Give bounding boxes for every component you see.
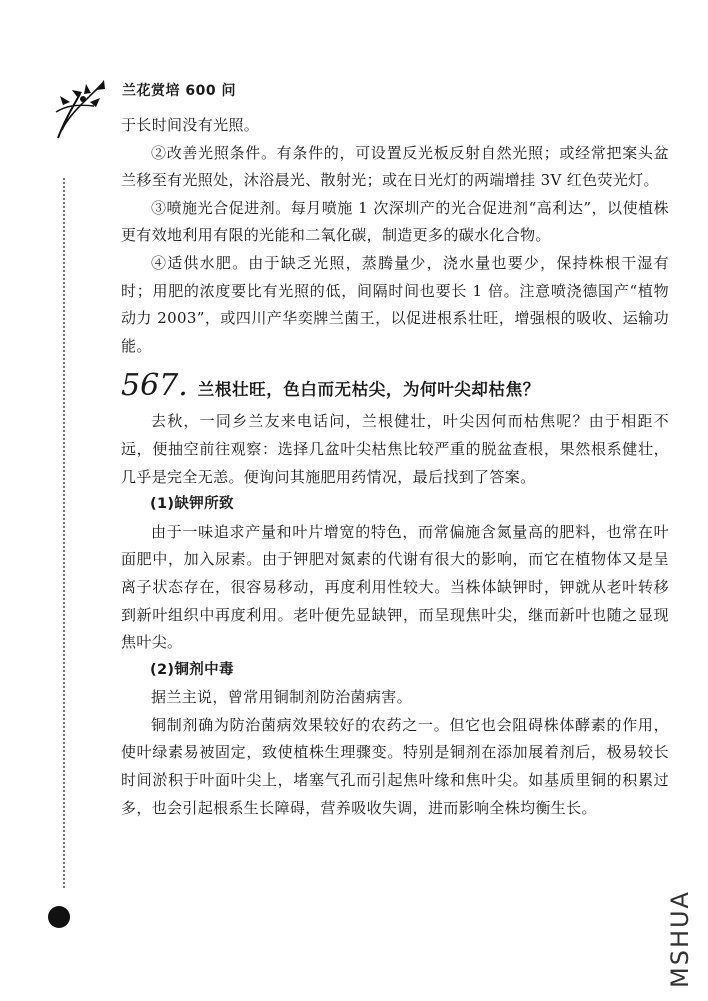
paragraph-cause-2a: 据兰主说，曾常用铜制剂防治菌病害。: [151, 688, 412, 707]
subheading-cause-2: (2)铜剂中毒: [150, 661, 234, 678]
question-title: 兰根壮旺，色白而无枯尖，为何叶尖却枯焦？: [197, 380, 540, 400]
running-title: 兰花赏培 600 问: [122, 83, 236, 99]
paragraph-measure-2: ②改善光照条件。有条件的，可设置反光板反射自然光照；或经常把案头盆兰移至有光照处，沐浴晨光、散射光；或在日光灯的两端增挂 3V 红色荧光灯。: [121, 143, 669, 190]
watermark: [660, 884, 700, 994]
paragraph-measure-3: ③喷施光合促进剂。每月喷施 1 次深圳产的光合促进剂“高利达”，以使植株更有效地利用有限的光能和二氧化碳，制造更多的碳水化合物。: [121, 198, 669, 245]
paragraph-cause-1: 由于一味追求产量和叶片增宽的特色，而常偏施含氮量高的肥料，也常在叶面肥中，加入尿素。由于钾肥对氮素的代谢有很大的影响，而它在植物体又是呈离子状态存在，很容易移动，再度利用性较大。当株体缺钾时，钾就从老叶转移到新叶组织中再度利用。老叶便先显缺钾，而呈现焦叶尖，继而新叶也随之显现焦叶尖。: [121, 522, 669, 652]
paragraph-continued: 于长时间没有光照。: [121, 116, 260, 134]
paragraph-cause-2b: 铜制剂确为防治菌病效果较好的农药之一。但它也会阻碍株体酵素的作用，使叶绿素易被固定，致使植株生理骤变。特别是铜剂在添加展着剂后，极易较长时间淤积于叶面叶尖上，堵塞气孔而引起焦叶缘和焦叶尖。如基质里铜的积累过多，也会引起根系生长障碍，营养吸收失调，进而影响全株均衡生长。: [121, 715, 669, 817]
question-heading: [121, 368, 669, 404]
subheading-cause-1: (1)缺钾所致: [150, 496, 234, 513]
body-text: [121, 112, 669, 822]
watermark-text: MSHUA: [666, 890, 694, 988]
paragraph-intro: 去秋，一同乡兰友来电话问，兰根健壮，叶尖因何而枯焦呢？由于相距不远，便抽空前往观察：选择几盆叶尖枯焦比较严重的脱盆查根，果然根系健壮，几乎是完全无恙。便询问其施肥用药情况，最后找到了答案。: [121, 412, 669, 486]
orchid-icon: [50, 72, 110, 142]
page-corner-dot: [48, 906, 70, 928]
paragraph-measure-4: ④适供水肥。由于缺乏光照，蒸腾量少，浇水量也要少，保持株根干湿有时；用肥的浓度要比有光照的低，间隔时间也要长 1 倍。注意喷浇德国产“植物动力 2003”，或四川产华奕牌兰菌王，以促进根系壮旺，增强根的吸收、运输功能。: [121, 253, 669, 355]
margin-dotted-line: [63, 178, 65, 888]
question-number: 567.: [121, 368, 188, 404]
